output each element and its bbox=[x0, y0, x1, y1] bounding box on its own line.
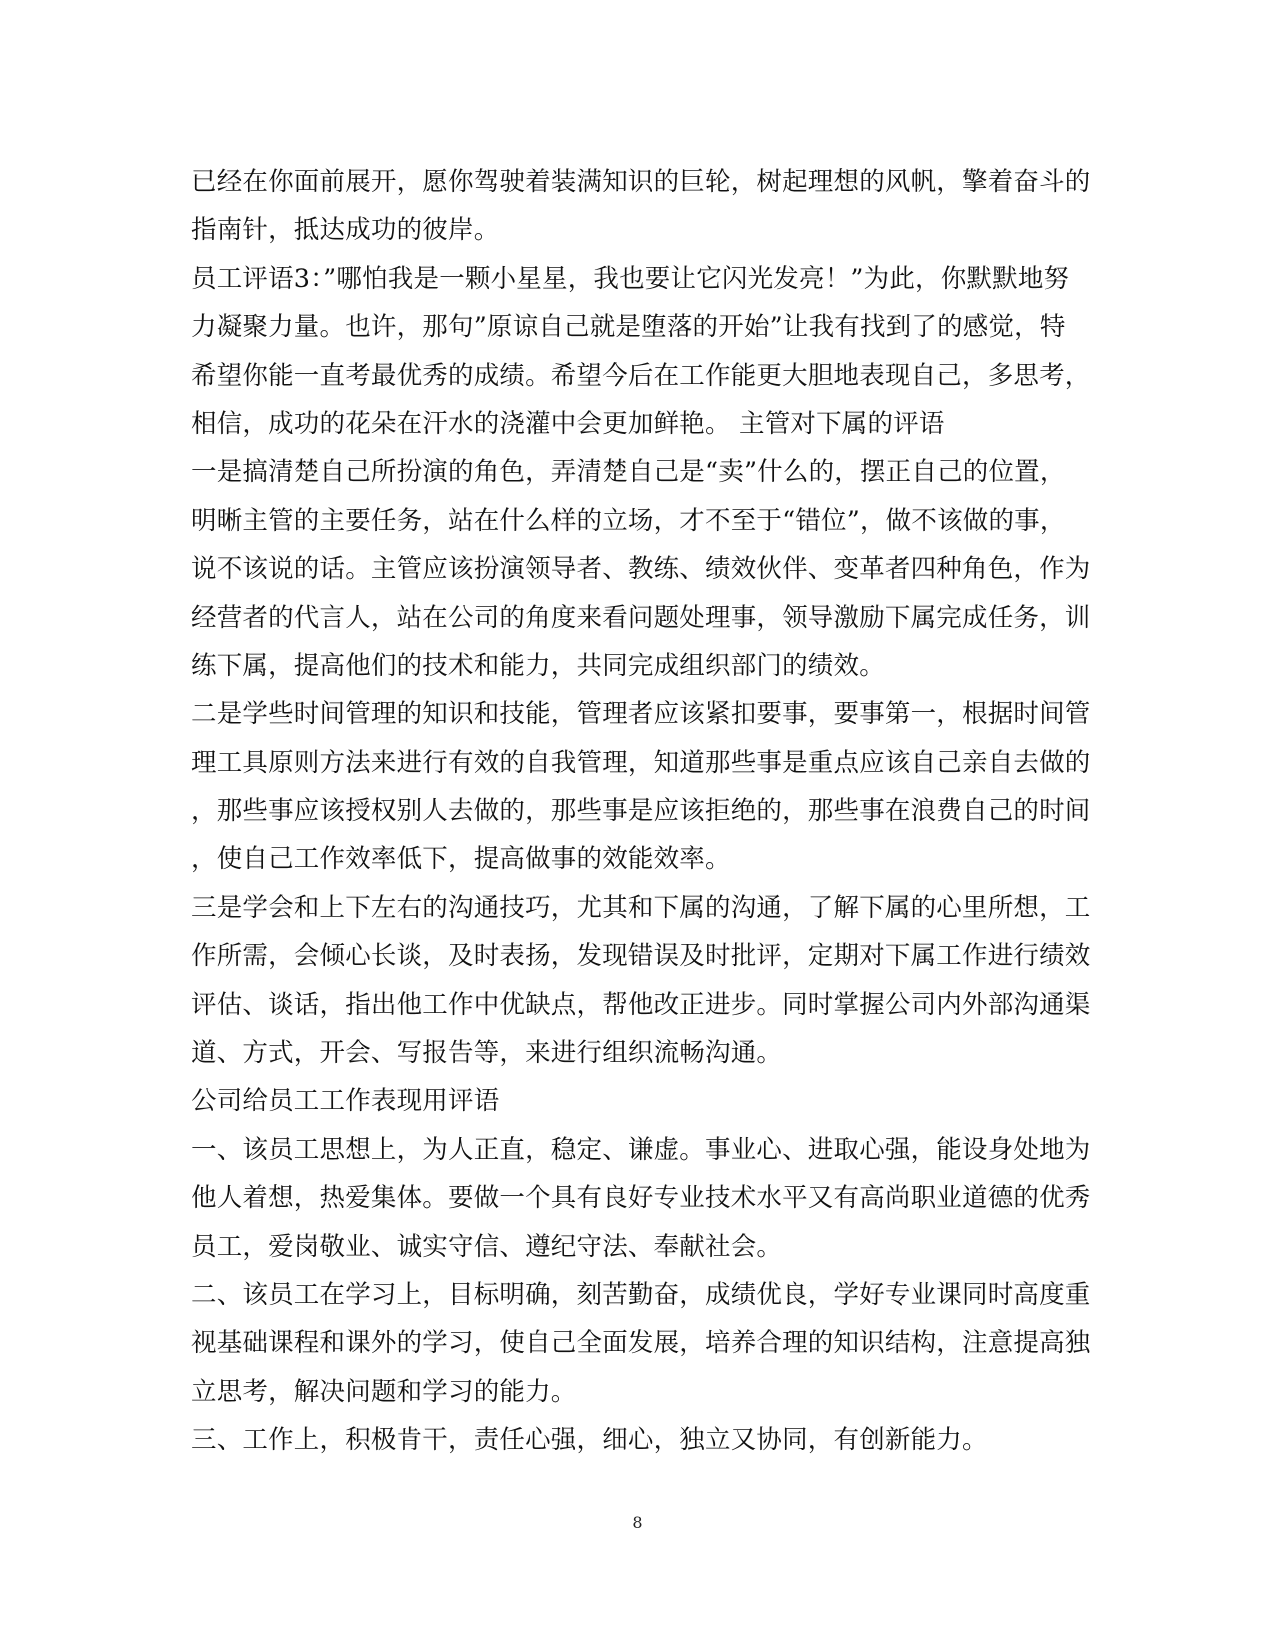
text-line: 希望你能一直考最优秀的成绩。希望今后在工作能更大胆地表现自己，多思考， bbox=[191, 360, 1091, 391]
text-line: 立思考，解决问题和学习的能力。 bbox=[191, 1376, 577, 1407]
text-line: 一是搞清楚自己所扮演的角色，弄清楚自己是“卖”什么的，摆正自己的位置， bbox=[191, 457, 1066, 488]
text-line: 评估、谈话，指出他工作中优缺点，帮他改正进步。同时掌握公司内外部沟通渠 bbox=[191, 989, 1091, 1020]
text-line: 练下属，提高他们的技术和能力，共同完成组织部门的绩效。 bbox=[191, 650, 885, 681]
text-line: 明晰主管的主要任务，站在什么样的立场，才不至于“错位”，做不该做的事， bbox=[191, 505, 1066, 536]
text-line: 二是学些时间管理的知识和技能，管理者应该紧扣要事，要事第一，根据时间管 bbox=[191, 699, 1091, 730]
text-line: 员工，爱岗敬业、诚实守信、遵纪守法、奉献社会。 bbox=[191, 1231, 783, 1262]
text-line: 指南针，抵达成功的彼岸。 bbox=[191, 215, 500, 246]
text-line: ，那些事应该授权别人去做的，那些事是应该拒绝的，那些事在浪费自己的时间 bbox=[191, 796, 1091, 827]
text-line: 力凝聚力量。也许，那句”原谅自己就是堕落的开始”让我有找到了的感觉，特 bbox=[191, 312, 1066, 343]
text-line: 说不该说的话。主管应该扮演领导者、教练、绩效伙伴、变革者四种角色，作为 bbox=[191, 554, 1091, 585]
text-line: 理工具原则方法来进行有效的自我管理，知道那些事是重点应该自己亲自去做的 bbox=[191, 747, 1091, 778]
text-line: 三、工作上，积极肯干，责任心强，细心，独立又协同，有创新能力。 bbox=[191, 1425, 988, 1456]
text-line: 作所需，会倾心长谈，及时表扬，发现错误及时批评，定期对下属工作进行绩效 bbox=[191, 941, 1091, 972]
text-line: 视基础课程和课外的学习，使自己全面发展，培养合理的知识结构，注意提高独 bbox=[191, 1328, 1091, 1359]
text-line: 已经在你面前展开，愿你驾驶着装满知识的巨轮，树起理想的风帆，擎着奋斗的 bbox=[191, 167, 1091, 197]
text-line: 他人着想，热爱集体。要做一个具有良好专业技术水平又有高尚职业道德的优秀 bbox=[191, 1183, 1091, 1214]
text-line: ，使自己工作效率低下，提高做事的效能效率。 bbox=[191, 844, 731, 875]
text-line: 三是学会和上下左右的沟通技巧，尤其和下属的沟通，了解下属的心里所想，工 bbox=[191, 892, 1091, 923]
document-body bbox=[191, 158, 1091, 1465]
text-line: 道、方式，开会、写报告等，来进行组织流畅沟通。 bbox=[191, 1038, 783, 1069]
text-line: 二、该员工在学习上，目标明确，刻苦勤奋，成绩优良，学好专业课同时高度重 bbox=[191, 1279, 1091, 1310]
text-line: 相信，成功的花朵在汗水的浇灌中会更加鲜艳。 主管对下属的评语 bbox=[191, 408, 945, 439]
text-line: 一、该员工思想上，为人正直，稳定、谦虚。事业心、进取心强，能设身处地为 bbox=[191, 1134, 1091, 1165]
text-line: 员工评语3：”哪怕我是一颗小星星，我也要让它闪光发亮！”为此，你默默地努 bbox=[191, 263, 1070, 294]
text-line: 经营者的代言人，站在公司的角度来看问题处理事，领导激励下属完成任务，训 bbox=[191, 602, 1091, 633]
page-number: 8 bbox=[632, 1513, 643, 1532]
section-heading: 公司给员工工作表现用评语 bbox=[191, 1086, 500, 1117]
